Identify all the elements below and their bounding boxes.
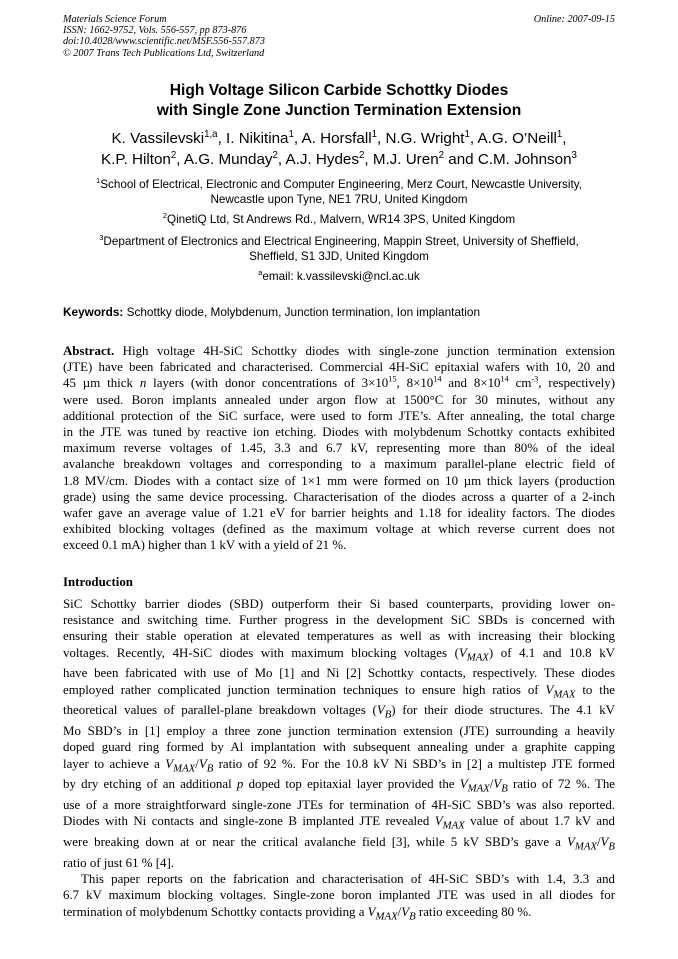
author-affiliation-marker: 2 — [170, 149, 177, 161]
affiliation-2 — [40, 212, 638, 227]
author-affiliation-marker: 2 — [438, 149, 445, 161]
intro-line: voltages. Recently, 4H-SiC diodes with maximum blocking voltages $(V_{MAX})$ of 4.1 and 10.8 kV — [63, 645, 615, 664]
author-name: M.J. Uren — [372, 151, 439, 168]
keywords-text: Schottky diode, Molybdenum, Junction termination, Ion implantation — [123, 305, 481, 319]
intro-line: doped guard ring formed by Al implantation with subsequent annealing under a graphite capping — [63, 740, 615, 755]
intro-line: termination of molybdenum Schottky contacts providing a $V_{MAX}/V_B$ ratio exceeding 80 %. — [63, 904, 532, 923]
section-heading-introduction: Introduction — [63, 575, 133, 589]
affiliation-1-line-1: School of Electrical, Electronic and Computer Engineering, Merz Court, Newcastle University, — [100, 178, 582, 191]
keywords — [63, 305, 480, 319]
abstract-line: exhibited blocking voltages (defined as the maximum voltage at which reverse current does not — [63, 522, 615, 537]
abstract-line: additional protection of the SiC surface, were used to form JTE’s. After annealing, the total charge — [63, 408, 615, 423]
abstract-line: 45 µm thick n layers (with donor concentrations of $3\times 10^{15}$, $8\times 10^{14}$ and $8\times 10^{14}$ $cm^{-3}$, respectively) — [63, 375, 615, 391]
abstract-line: maximum reverse voltages of 1.45, 3.3 and 6.7 kV, representing more than 80% of the ideal — [63, 441, 615, 456]
author-name: A.G. O’Neill — [477, 130, 557, 147]
author-affiliation-marker: 3 — [571, 149, 577, 161]
issn-line: ISSN: 1662-9752, Vols. 556-557, pp 873-876 — [63, 25, 247, 37]
journal-name: Materials Science Forum — [63, 14, 167, 25]
author-name: A. Horsfall — [301, 130, 372, 147]
intro-line: This paper reports on the fabrication and characterisation of 4H-SiC SBD’s with 1.4, 3.3 and — [81, 872, 615, 887]
affiliation-3-marker: 3 — [99, 233, 104, 243]
email-text: email: k.vassilevski@ncl.ac.uk — [262, 270, 420, 283]
copyright-line: © 2007 Trans Tech Publications Ltd, Switzerland — [63, 47, 265, 59]
intro-line: use of a more straightforward single-zone JTEs for termination of 4H-SiC SBD’s was also reported. — [63, 798, 615, 813]
doi-line: doi:10.4028/www.scientific.net/MSF.556-557.873 — [63, 36, 265, 48]
intro-line: layer to achieve a $V_{MAX}/V_B$ ratio of 92 %. For the 10.8 kV Ni SBD’s in [2] a multistep JTE formed — [63, 756, 615, 775]
author-name: C.M. Johnson — [477, 151, 572, 168]
affiliation-3-line-1: Department of Electronics and Electrical Engineering, Mappin Street, University of Sheffield, — [103, 235, 579, 248]
author-name: K. Vassilevski — [111, 130, 205, 147]
author-affiliation-marker: 2 — [272, 149, 278, 161]
intro-line: by dry etching of an additional p doped top epitaxial layer provided the $V_{MAX}/V_B$ ratio of 72 %. The — [63, 777, 615, 795]
abstract-line: 1.8 MV/cm. Diodes with a contact size of 1×1 mm were formed on 10 µm thick layers (production — [63, 473, 615, 488]
abstract-line: avalanche breakdown voltages and corresponding to a maximum parallel-plane electric field of — [63, 457, 615, 472]
intro-line: were breaking down at or near the critical avalanche field [3], while 5 kV SBD’s gave a $V_{MAX}/V_B$ — [63, 835, 615, 853]
abstract-line: grade) using the same device processing. Characterisation of the diodes across a quarter of a 2-inch — [63, 489, 615, 504]
author-name: A.J. Hydes — [285, 151, 359, 168]
abstract-line: (JTE) have been fabricated and characterised. Commercial 4H-SiC epitaxial wafers with 10, 20 and — [63, 360, 615, 375]
keywords-label: Keywords: — [63, 305, 124, 319]
abstract-line: wafer gave an average value of 1.21 eV for barrier heights and 1.18 for ideality factors. The diodes — [63, 506, 615, 521]
affiliation-1 — [40, 177, 638, 207]
introduction-body — [63, 596, 615, 924]
affiliation-1-marker: 1 — [96, 176, 101, 186]
intro-line: have been fabricated with use of Mo [1] and Ni [2] Schottky contacts, respectively. These diodes — [63, 666, 615, 681]
abstract-label: Abstract. — [63, 344, 115, 358]
intro-line: ensuring their stable operation at elevated temperatures as well as with increasing their blocking — [63, 629, 615, 644]
abstract-line: in the JTE was tuned by reactive ion etching. Diodes with molybdenum Schottky contacts exhibited — [63, 425, 615, 440]
intro-line: theoretical values of parallel-plane breakdown voltages $(V_B)$ for their diode structures. The 4.1 kV — [63, 703, 615, 721]
title-line-2: with Single Zone Junction Termination Extension — [156, 102, 522, 119]
author-affiliation-marker: 1 — [464, 128, 470, 140]
author-affiliation-marker: 1,a — [204, 128, 218, 140]
title-line-1: High Voltage Silicon Carbide Schottky Diodes — [169, 82, 509, 99]
author-name: K.P. Hilton — [101, 151, 171, 168]
affiliation-3-line-2: Sheffield, S1 3JD, United Kingdom — [249, 250, 429, 264]
author-list — [40, 128, 638, 170]
intro-line: employed rather complicated junction termination techniques to ensure high ratios of $V_{MAX}$ to the — [63, 682, 615, 701]
journal-header — [63, 14, 265, 59]
author-name: N.G. Wright — [385, 130, 465, 147]
author-affiliation-marker: 2 — [358, 149, 365, 161]
intro-line: 6.7 kV maximum blocking voltages. Single-zone boron implanted JTE was used in all diodes for — [63, 888, 615, 903]
author-line-1: K. Vassilevski$^{1,a}$, I. Nikitina$^1$, A. Horsfall$^1$, N.G. Wright$^1$, A.G. O’Neill$^1$, — [111, 128, 567, 147]
affiliation-2-marker: 2 — [162, 211, 167, 221]
intro-line: Mo SBD’s in [1] employ a three zone junction termination extension (JTE) surrounding a heavily — [63, 724, 615, 739]
email-marker: a — [258, 268, 263, 278]
abstract — [63, 343, 615, 554]
intro-line: SiC Schottky barrier diodes (SBD) outperform their Si based counterparts, providing lower on- — [63, 597, 615, 611]
author-affiliation-marker: 1 — [556, 128, 563, 140]
affiliation-3 — [40, 234, 638, 264]
intro-line: Diodes with Ni contacts and single-zone B implanted JTE revealed $V_{MAX}$ value of about 1.7 kV and — [63, 814, 615, 832]
paper-title — [40, 81, 638, 121]
author-name: I. Nikitina — [226, 130, 289, 147]
abstract-line: exceed 0.1 mA) higher than 1 kV with a yield of 21 %. — [63, 538, 347, 553]
affiliation-1-line-2: Newcastle upon Tyne, NE1 7RU, United Kingdom — [210, 193, 468, 207]
author-affiliation-marker: 1 — [288, 128, 294, 140]
author-name: A.G. Munday — [183, 151, 273, 168]
author-line-2: K.P. Hilton$^2$, A.G. Munday$^2$, A.J. Hydes$^2$, M.J. Uren$^2$ and C.M. Johnson$^3$ — [101, 149, 577, 168]
intro-line: resistance and switching time. Further progress in the development SiC SBDs is concerned with — [63, 613, 615, 628]
online-date: Online: 2007-09-15 — [533, 14, 615, 25]
author-affiliation-marker: 1 — [371, 128, 377, 140]
abstract-line: Abstract. High voltage 4H-SiC Schottky diodes with single-zone junction termination extension — [63, 344, 615, 358]
affiliation-2-line-1: QinetiQ Ltd, St Andrews Rd., Malvern, WR14 3PS, United Kingdom — [166, 213, 516, 226]
intro-line: ratio of just 61 % [4]. — [63, 855, 174, 870]
contact-email — [40, 269, 638, 284]
abstract-line: were used. Boron implants annealed under argon flow at 1500°C for 30 minutes, without any — [63, 392, 615, 407]
